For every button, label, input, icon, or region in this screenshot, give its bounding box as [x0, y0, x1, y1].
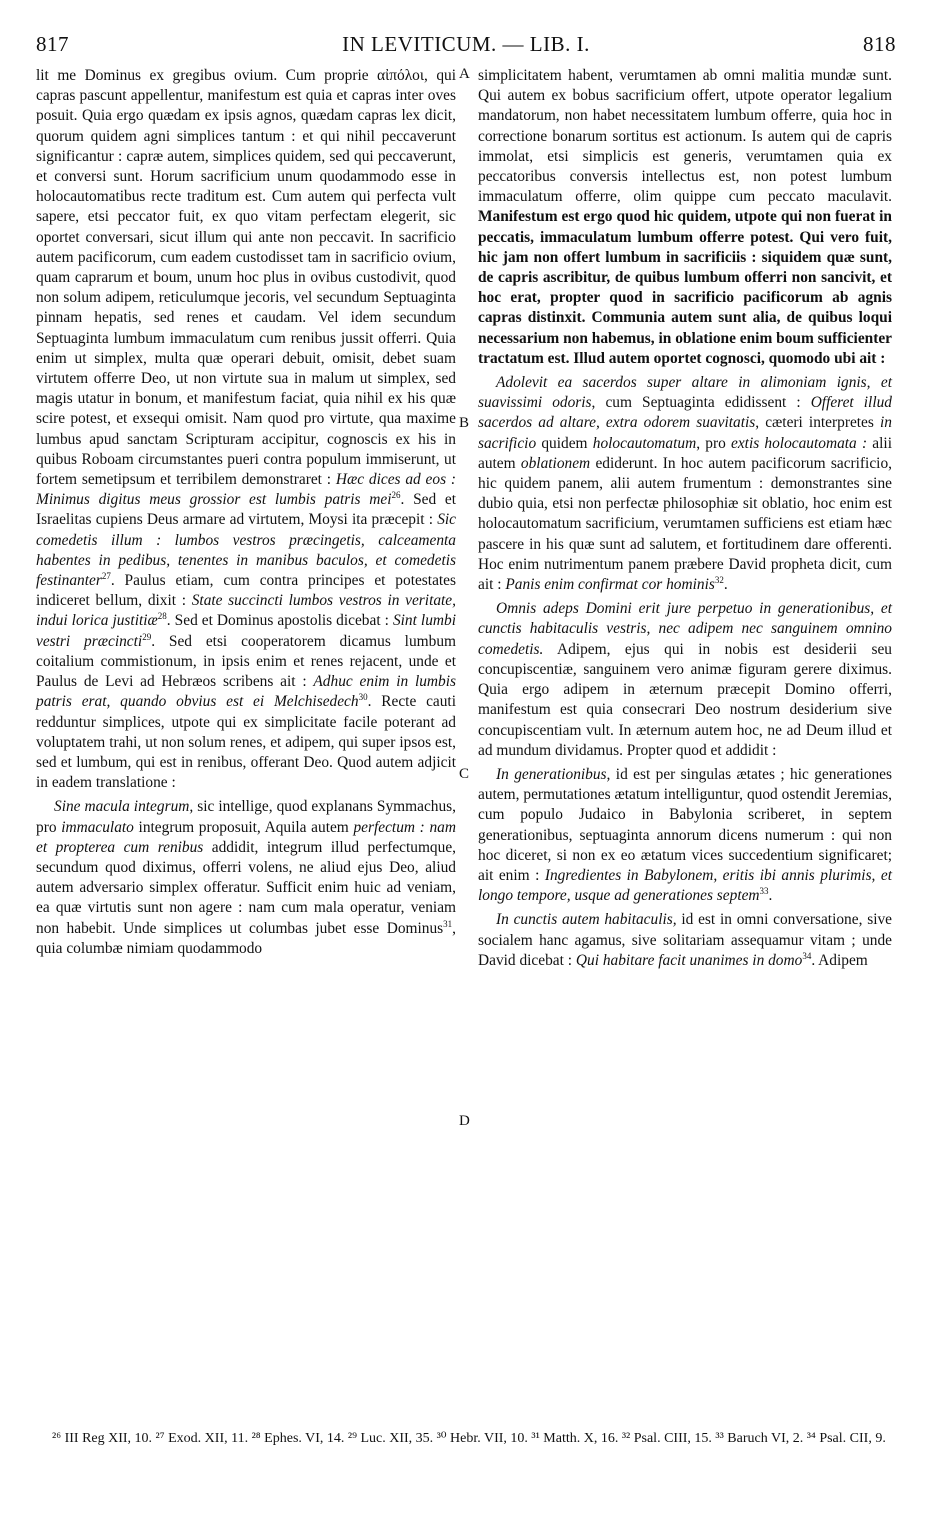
right-paragraph-2: Adolevit ea sacerdos super altare in alimoniam ignis, et suavissimi odoris, cum Septuaginta edidissent : Offeret illud sacerdos ad altare, extra odorem suavitatis, cæteri interpretes in sacrificio quidem holocautomatum, pro extis holocautomata : alii autem oblationem ediderunt. In hoc autem pacificorum sacrificio, hic quidem panem, alii autem frumentum : demonstrantes sine dubio quia, etsi non perfectæ philosophiæ sit oblatio, hoc enim est holocautomatum sacrificium, verumtamen sufficiens est etiam hæc pascere in his quæ sunt ad salutem, et fortitudinem dare offerenti. Hoc enim nutrimentum panem præbere David propheta dicit, cum ait : Panis enim confirmat cor hominis$^{32}$.: [478, 374, 892, 594]
right-paragraph-3: [478, 599, 892, 761]
text: simplicitatem habent, verumtamen ab omni malitia mundæ sunt. Qui autem ex bobus sacrificium offert, utpote operator legalium mandatorum, non habet necessitatem lumbum offerre, quia hoc in correctione bonarum sortitus est actionum. Is autem qui de capris immolat, etsi simplicis est generis, verumtamen quia ex peccatoribus conversis intellectus est, non potest lumbum immaculatum offerre, olim quippe cum peccato maculavit.: [478, 67, 892, 206]
quote: oblationem: [520, 454, 591, 472]
margin-mark-a: A: [459, 66, 470, 82]
left-paragraph-1: [36, 66, 456, 793]
footnote-ref: 28: [157, 611, 167, 622]
quote: Sint lumbi vestri præcincti: [36, 612, 456, 650]
text: id est per singulas ætates ; hic generationes autem, permutationes ætatum intelliguntur, quod ostendit Jeremias, cum populo Judaico in Babylonia scriberet, in septem generationibus, septuaginta annorum dicens numerum : qui non hoc diceret, si non ex eo ætatum vices succedentium significaret; ait enim :: [478, 765, 892, 884]
quote: Sic comedetis illum : lumbos vestros præcingetis, calceamenta habentes in pedibus, tenentes in manibus baculos, et comedetis festinanter: [36, 511, 456, 590]
page-number-left: 817: [36, 32, 69, 56]
page-number-right: 818: [863, 32, 896, 56]
text: , cæteri interpretes: [755, 414, 874, 432]
quote: Ingredientes in Babylonem, eritis ibi annis plurimis, et longo tempore, usque ad generationes septem: [478, 866, 892, 905]
text: ediderunt. In hoc autem pacificorum sacrificio, hic quidem panem, alii autem frumentum : demonstrantes sine dubio quia, etsi non perfectæ philosophiæ sit oblatio, hoc enim est holocautomatum sacrificium, verumtamen sufficiens est etiam hæc pascere in his quæ sunt ad salutem, et fortitudinem dare offerenti. Hoc enim nutrimentum panem præbere David propheta dicit, cum ait :: [478, 454, 892, 594]
margin-mark-c: C: [459, 766, 470, 782]
footnote-ref: 26: [391, 490, 401, 501]
quote: immaculato: [61, 818, 134, 836]
text: sic intellige, quod explanans Symmachus, pro: [36, 798, 457, 836]
quote: Adhuc enim in lumbis patris erat, quando obvius est ei Melchisedech: [36, 673, 457, 711]
text: id est in omni conversatione, sive socialem hanc agamus, sive solitariam assequamur vitam ; unde David dicebat :: [478, 911, 892, 969]
text: alii autem: [478, 434, 892, 472]
margin-mark-d: D: [459, 1113, 470, 1129]
text: . Sed et Dominus apostolis dicebat :: [166, 612, 389, 630]
text: . Paulus etiam, cum contra principes et potestates indiceret bellum, dixit :: [36, 572, 456, 610]
quote: in sacrificio: [478, 414, 892, 452]
quote: holocautomatum: [592, 434, 697, 452]
lemma: Sine macula integrum,: [54, 798, 194, 816]
text: addidit, integrum illud perfectumque, secundum quod diximus, offerri volens, ne aliud ejus Deo, aliud autem adversario simplex offeratur. Sufficit enim huic ad veniam, ea quæ virtutis sunt non agere : nam cum mala operatur, veniam non habebit. Unde simplices ut columbas jubet esse Dominus: [36, 838, 457, 937]
lemma: In cunctis autem habitaculis,: [496, 911, 677, 929]
text: . Sed etsi cooperatorem dicamus lumbum coitalium commistionum, in ipsis enim et renes rejacent, unde et Paulus de Levi ad Hebræos scribens ait :: [36, 632, 456, 691]
footnote-ref: 33: [759, 886, 769, 896]
bold-text: Manifestum est ergo quod hic quidem, utpote qui non fuerat in peccatis, immaculatum lumbum offerre potest. Qui vero fuit, hic jam non offert lumbum in sacrificiis : siquidem quæ sunt, de capris ascribitur, de quibus lumbum offerri non sancivit, et hoc erat, propter quod in sacrificio pacificorum ab agnis capras distinxit. Communia autem sunt alia, de quibus loqui necessarium non habemus, in oblatione enim boum sufficienter tractatum est. Illud autem oportet cognosci, quomodo ubi ait :: [478, 208, 892, 367]
quote: Offeret illud sacerdos ad altare, extra odorem suavitatis: [478, 394, 892, 432]
footnote-ref: 32: [714, 574, 724, 585]
text: Adipem, ejus qui in nobis est desiderii seu concupiscentiæ, sanguinem vero animæ figuram gerere diximus. Quia ergo adipem in æternum præcepit Domino offerri, manifestum est quia consecrari Deo nostrum desiderium sive concupiscentiam vult. In æternum autem hoc, ne ad Deum illud et ad mundum dividamus. Propter quod et addidit :: [478, 640, 892, 759]
quote: Qui habitare facit unanimes in domo: [575, 951, 803, 969]
quote: perfectum : nam et propterea cum renibus: [36, 818, 456, 856]
right-column: [478, 66, 892, 971]
left-column: [36, 66, 456, 959]
footnote-ref: 30: [358, 692, 368, 703]
text: , pro: [696, 434, 726, 452]
margin-mark-b: B: [459, 415, 470, 431]
right-paragraph-4: In generationibus, id est per singulas ætates ; hic generationes autem, permutationes ætatum intelliguntur, quod ostendit Jeremias, cum populo Judaico in Babylonia scriberet, in septem generationibus, septuaginta annorum dicens numerum : qui non hoc diceret, si non ex eo ætatum vices succedentium significaret; ait enim : Ingredientes in Babylonem, eritis ibi annis plurimis, et longo tempore, usque ad generationes septem$^{33}$.: [478, 765, 892, 905]
text: lit me Dominus ex gregibus ovium. Cum proprie αἰπόλοι, qui capras pascunt appellentur, manifestum est quia et capras inter oves posuit. Quia ergo quædam ex ipsis agnos, quædam capras lex dicit, quorum quidem agni simplices tantum : et qui nihil peccaverunt significantur : capræ autem, simplices quidem, sed qui peccaverunt, et conversi sunt. Horum sacrificium unum quodammodo esse in holocautomatibus recte traditum est. Cum autem qui perfecta vult sapere, etsi peccator fuit, ex quo vitam perfectam elegerit, sic oportet conversari, sicut illum qui ante non peccavit. In sacrificio autem pacificorum, cum eadem custodisset tam in sacrificio ovium, quam caprarum et boum, unum hoc plus in ovibus custodivit, quod non solum adipem, reticulumque jecoris, vel secundum Septuaginta pinnam hepatis, sed renes et caudam. Vel idem secundum Septuaginta lumbum immaculatum cum renibus jussit offerri. Quia enim ut simplex, multa quæ operari debuit, omisit, debet suam virtutem offerre Deo, ut non virtute sua in malum ut simplex, sed magis utatur in bonum, et manifestum faciat, quia nihil ex his quæ scire potest, et exsequi omisit. Nam quod pro virtute, qua maxime lumbus apud sanctam Scripturam accipitur, cognoscis ex his in quibus Roboam circumstantes pueri contra populum immiserunt, ut fortem semetipsum et terribilem demonstraret :: [36, 67, 456, 489]
text: . Adipem: [811, 951, 868, 969]
footnote-ref: 34: [802, 950, 812, 961]
quote: Hæc dices ad eos : Minimus digitus meus grossior est lumbis patris mei: [36, 471, 457, 509]
footnote-ref: 31: [443, 918, 453, 929]
text: integrum proposuit, Aquila autem: [133, 818, 354, 836]
right-paragraph-1: [478, 66, 892, 369]
footnotes: ²⁶ III Reg XII, 10. ²⁷ Exod. XII, 11. ²⁸ Ephes. VI, 14. ²⁹ Luc. XII, 35. ³⁰ Hebr. VII, 10. ³¹ Matth. X, 16. ³² Psal. CIII, 15. ³³ Baruch VI, 2. ³⁴ Psal. CII, 9.: [52, 1431, 886, 1446]
lemma: Adolevit ea sacerdos super altare in alimoniam ignis, et suavissimi odoris: [478, 374, 892, 412]
lemma: In generationibus,: [496, 765, 611, 783]
text: . Recte cauti redduntur simplices, utpote qui ex simplicitate facile poterant ad voluptatem trahi, ut non solum renes, et adipem, qui super ipsos est, sed et lumbum, qui est in renibus, offerant Deo. Quod autem adjicit in eadem translatione :: [36, 693, 456, 792]
text: , cum Septuaginta edidissent :: [591, 394, 801, 412]
footnote-ref: 29: [142, 631, 152, 642]
text: , quia columbæ nimiam quodammodo: [36, 919, 456, 957]
page-header: [36, 32, 896, 62]
footnote-ref: 27: [101, 570, 111, 581]
lemma: Omnis adeps Domini erit jure perpetuo in generationibus, et cunctis habitaculis vestris, nec adipem nec sanguinem omnino comedetis.: [478, 600, 892, 658]
right-paragraph-5: [478, 910, 892, 971]
text: quidem: [536, 434, 588, 452]
quote: State succincti lumbos vestros in veritate, indui lorica justitiæ: [36, 592, 456, 630]
quote: extis holocautomata :: [731, 434, 868, 452]
running-title: IN LEVITICUM. — LIB. I.: [342, 32, 590, 56]
text: . Sed et Israelitas cupiens Deus armare ad virtutem, Moysi ita præcepit :: [36, 491, 456, 529]
left-paragraph-2: [36, 797, 456, 959]
quote: Panis enim confirmat cor hominis: [505, 576, 715, 594]
